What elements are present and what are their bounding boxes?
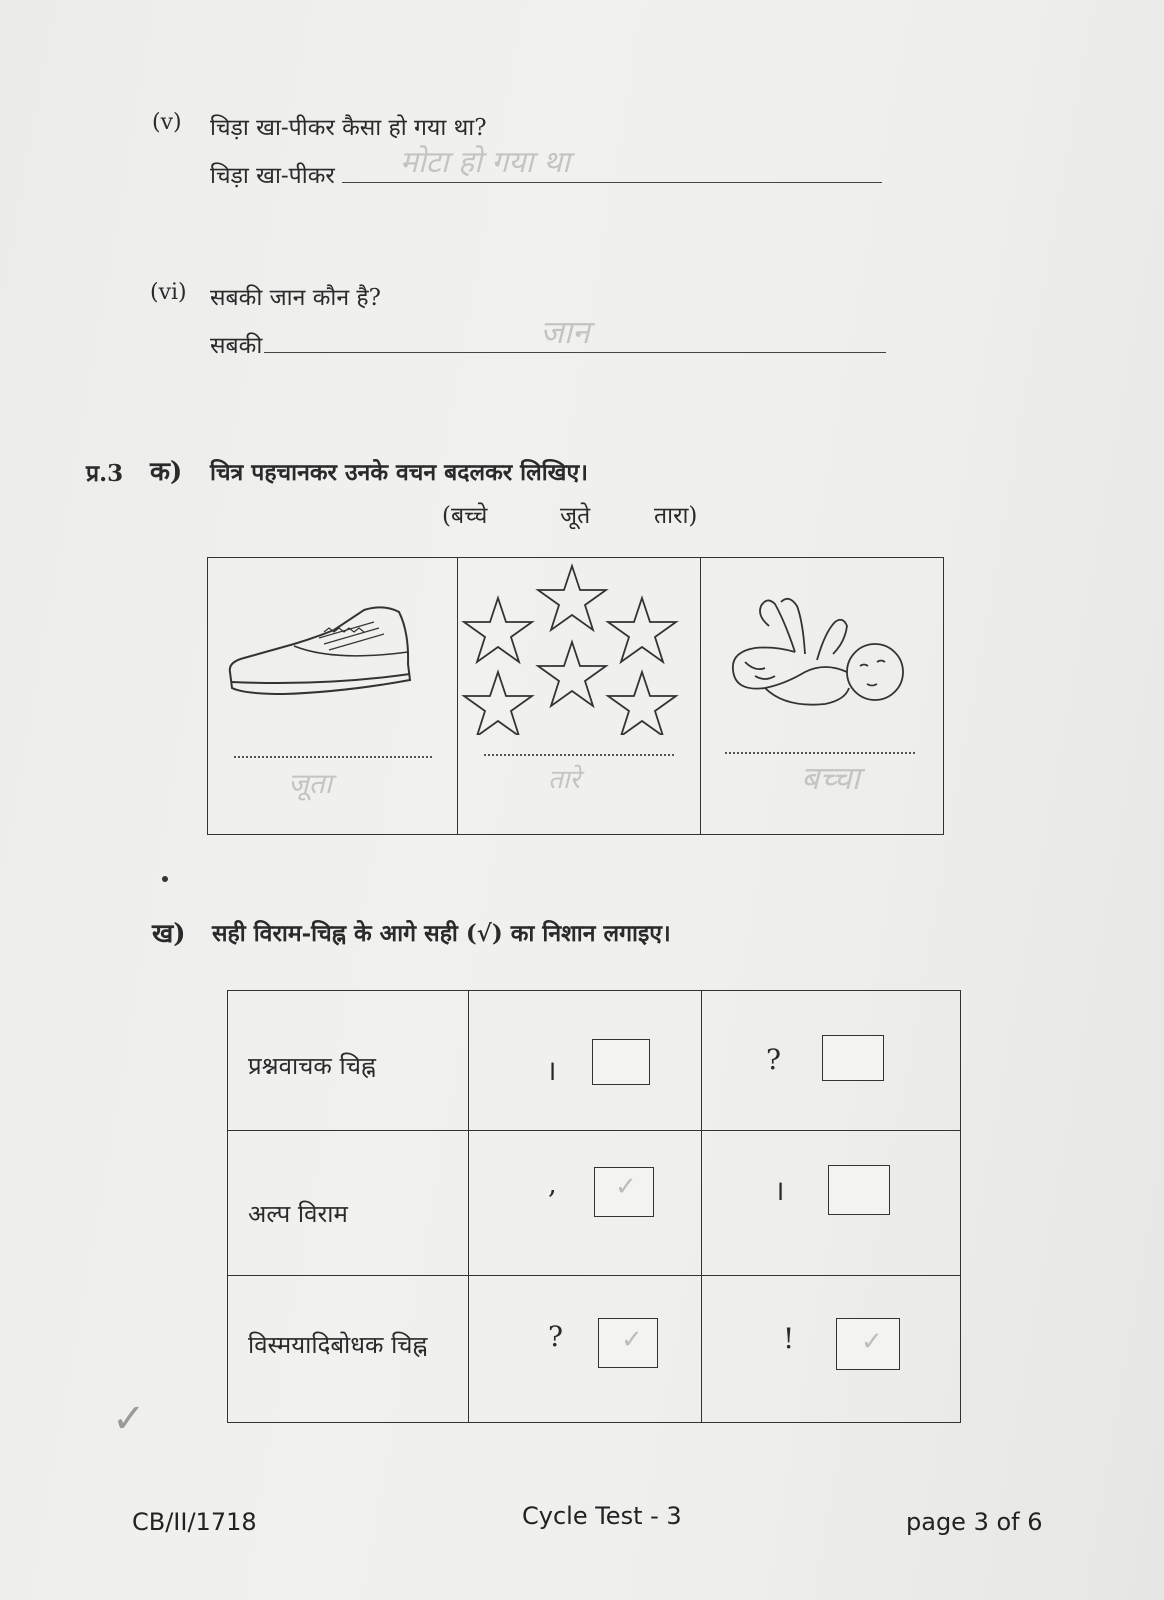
- row-3-option-1-checkbox[interactable]: [598, 1318, 658, 1368]
- word-option-3: तारा): [654, 503, 698, 529]
- row-3-option-2-checkbox[interactable]: [836, 1318, 900, 1370]
- picture-handwritten-2: तारे: [548, 765, 581, 795]
- row-2-option-1-tick: ✓: [615, 1172, 637, 1202]
- question-vi-number: (vi): [150, 280, 187, 305]
- baby-icon: [725, 592, 915, 722]
- stray-dot: [162, 876, 168, 882]
- row-3-option-2-mark: !: [783, 1322, 795, 1355]
- row-2-label: अल्प विराम: [248, 1200, 348, 1228]
- row-1-option-1-mark: ।: [546, 1054, 557, 1087]
- row-2-option-1-checkbox[interactable]: [594, 1167, 654, 1217]
- part-a-instruction: चित्र पहचानकर उनके वचन बदलकर लिखिए।: [210, 459, 588, 486]
- picture-answer-line-3: [725, 752, 915, 754]
- row-1-label: प्रश्नवाचक चिह्न: [248, 1052, 376, 1080]
- question-vi-text: सबकी जान कौन है?: [210, 285, 381, 311]
- picture-answer-line-2: [484, 754, 674, 756]
- row-1-option-2-mark: ?: [766, 1043, 782, 1076]
- footer-code: CB/II/1718: [132, 1508, 257, 1536]
- table-row-1: [228, 991, 960, 1131]
- question-vi-handwritten-answer: जान: [540, 313, 590, 351]
- picture-handwritten-3: बच्चा: [801, 759, 860, 797]
- footer-title: Cycle Test - 3: [522, 1502, 682, 1530]
- question-v-text: चिड़ा खा-पीकर कैसा हो गया था?: [210, 115, 487, 141]
- picture-answer-line-1: [234, 756, 432, 758]
- row-3-option-2-tick: ✓: [861, 1327, 883, 1357]
- question-3-number: प्र.3: [86, 460, 124, 487]
- punctuation-table: [227, 990, 961, 1423]
- picture-cell-stars: [458, 558, 701, 834]
- part-b-label: ख): [152, 919, 186, 949]
- picture-handwritten-1: जूता: [288, 767, 332, 800]
- row-3-label: विस्मयादिबोधक चिह्न: [248, 1331, 428, 1359]
- table-row-3: [228, 1276, 960, 1424]
- part-b-instruction: सही विराम-चिह्न के आगे सही (√) का निशान लगाइए।: [212, 920, 671, 947]
- table-row-2: [228, 1131, 960, 1276]
- word-option-2: जूते: [560, 503, 591, 529]
- row-3-option-1-mark: ?: [548, 1320, 564, 1353]
- picture-cell-shoe: [208, 558, 458, 834]
- stars-icon: [460, 560, 690, 735]
- teacher-tick-mark: ✓: [112, 1396, 146, 1442]
- picture-cell-baby: [701, 558, 942, 834]
- row-2-option-1-mark: ,: [548, 1167, 557, 1200]
- picture-grid: [207, 557, 944, 835]
- question-vi-answer-prefix: सबकी: [210, 333, 263, 359]
- part-a-label: क): [150, 457, 183, 487]
- row-2-option-2-mark: ।: [774, 1174, 785, 1207]
- shoe-icon: [224, 602, 424, 712]
- row-3-option-1-tick: ✓: [621, 1325, 643, 1355]
- question-v-answer-prefix: चिड़ा खा-पीकर: [210, 163, 335, 189]
- row-1-option-1-checkbox[interactable]: [592, 1039, 650, 1085]
- question-v-handwritten-answer: मोटा हो गया था: [400, 145, 570, 180]
- footer-page-number: page 3 of 6: [906, 1508, 1043, 1536]
- row-1-option-2-checkbox[interactable]: [822, 1035, 884, 1081]
- row-2-option-2-checkbox[interactable]: [828, 1165, 890, 1215]
- question-v-number: (v): [152, 110, 182, 135]
- question-v-answer-line: [342, 182, 882, 183]
- word-option-1: (बच्चे: [442, 503, 488, 529]
